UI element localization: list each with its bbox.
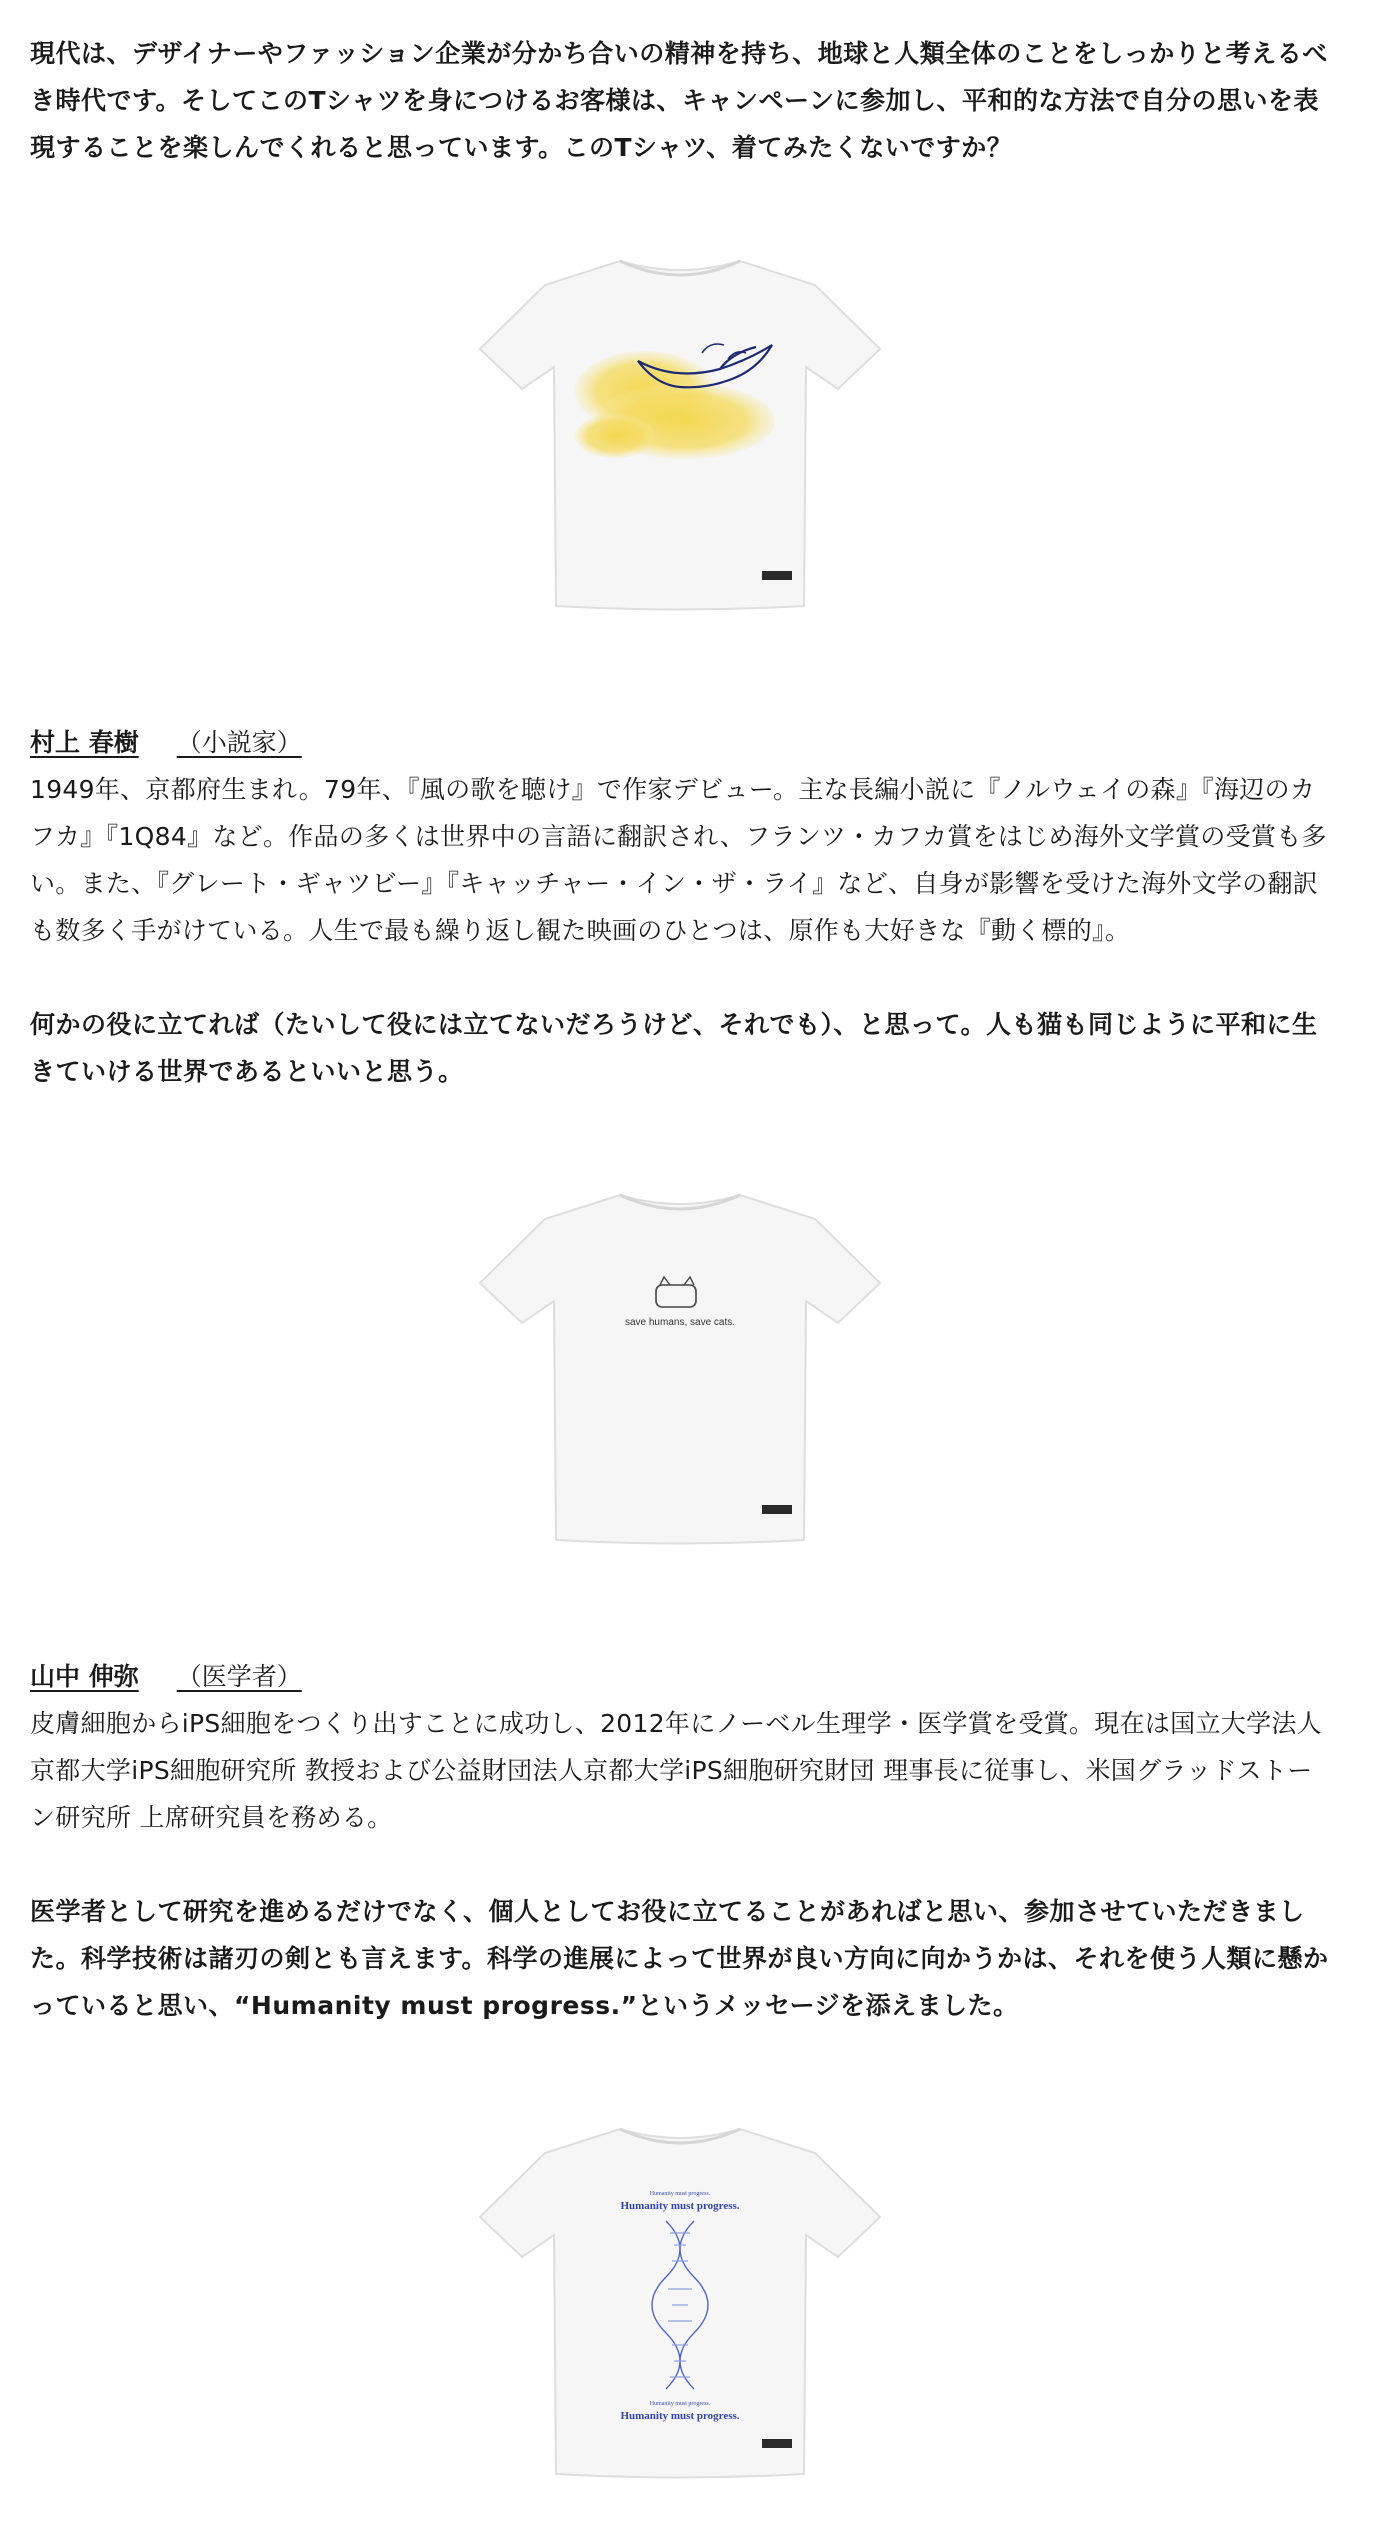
author-message-2: 医学者として研究を進めるだけでなく、個人としてお役に立てることがあればと思い、参加させていただきました。科学技術は諸刃の剣とも言えます。科学の進展によって世界が良い方向に向かうかは、それを使う人類に懸かっていると思い、“Humanity must progress.”というメッセージを添えました。 — [30, 1897, 1329, 2020]
author-name: 山中 伸弥 — [30, 1662, 139, 1691]
author-heading-2 — [30, 1653, 1330, 1700]
author-heading-1 — [30, 719, 1330, 766]
shirt-print-text-top-small: Humanity must progress. — [649, 2191, 711, 2197]
shirt-print-text-bottom-small: Humanity must progress. — [649, 2401, 711, 2407]
author-message-1: 何かの役に立てれば（たいして役には立てないだろうけど、それでも）、と思って。人も猫も同じように平和に生きていける世界であるといいと思う。 — [30, 1010, 1318, 1086]
author-bio-1: 1949年、京都府生まれ。79年、『風の歌を聴け』で作家デビュー。主な長編小説に『ノルウェイの森』『海辺のカフカ』『1Q84』など。作品の多くは世界中の言語に翻訳され、フランツ・カフカ賞をはじめ海外文学賞の受賞も多い。また、『グレート・ギャツビー』『キャッチャー・イン・ザ・ライ』など、自身が影響を受けた海外文学の翻訳も数多く手がけている。人生で最も繰り返し観た映画のひとつは、原作も大好きな『動く標的』。 — [30, 775, 1327, 945]
neck-tag — [762, 1505, 792, 1514]
shirt-print-text-bottom: Humanity must progress. — [620, 2410, 740, 2422]
tshirt-image-3 — [30, 2109, 1330, 2489]
author-role: （医学者） — [176, 1662, 302, 1691]
cat-tshirt-image — [470, 1175, 890, 1555]
author-bio-2: 皮膚細胞からiPS細胞をつくり出すことに成功し、2012年にノーベル生理学・医学賞を受賞。現在は国立大学法人京都大学iPS細胞研究所 教授および公益財団法人京都大学iPS細胞研究財団 理事長に従事し、米国グラッドストーン研究所 上席研究員を務める。 — [30, 1709, 1322, 1832]
author-name: 村上 春樹 — [30, 728, 139, 757]
dna-tshirt-image — [470, 2109, 890, 2489]
article-body — [30, 30, 1330, 2489]
author-role: （小説家） — [176, 728, 302, 757]
shirt-print-text-top: Humanity must progress. — [620, 2200, 740, 2212]
intro-paragraph: 現代は、デザイナーやファッション企業が分かち合いの精神を持ち、地球と人類全体のことをしっかりと考えるべき時代です。そしてこのTシャツを身につけるお客様は、キャンペーンに参加し、平和的な方法で自分の思いを表現することを楽しんでくれると思っています。このTシャツ、着てみたくないですか？ — [30, 39, 1328, 162]
shirt-print-text: save humans, save cats. — [624, 1317, 736, 1328]
neck-tag — [762, 571, 792, 580]
peace-dove-tshirt-image — [470, 241, 890, 621]
neck-tag — [762, 2439, 792, 2448]
tshirt-image-2 — [30, 1175, 1330, 1555]
tshirt-image-1 — [30, 241, 1330, 621]
